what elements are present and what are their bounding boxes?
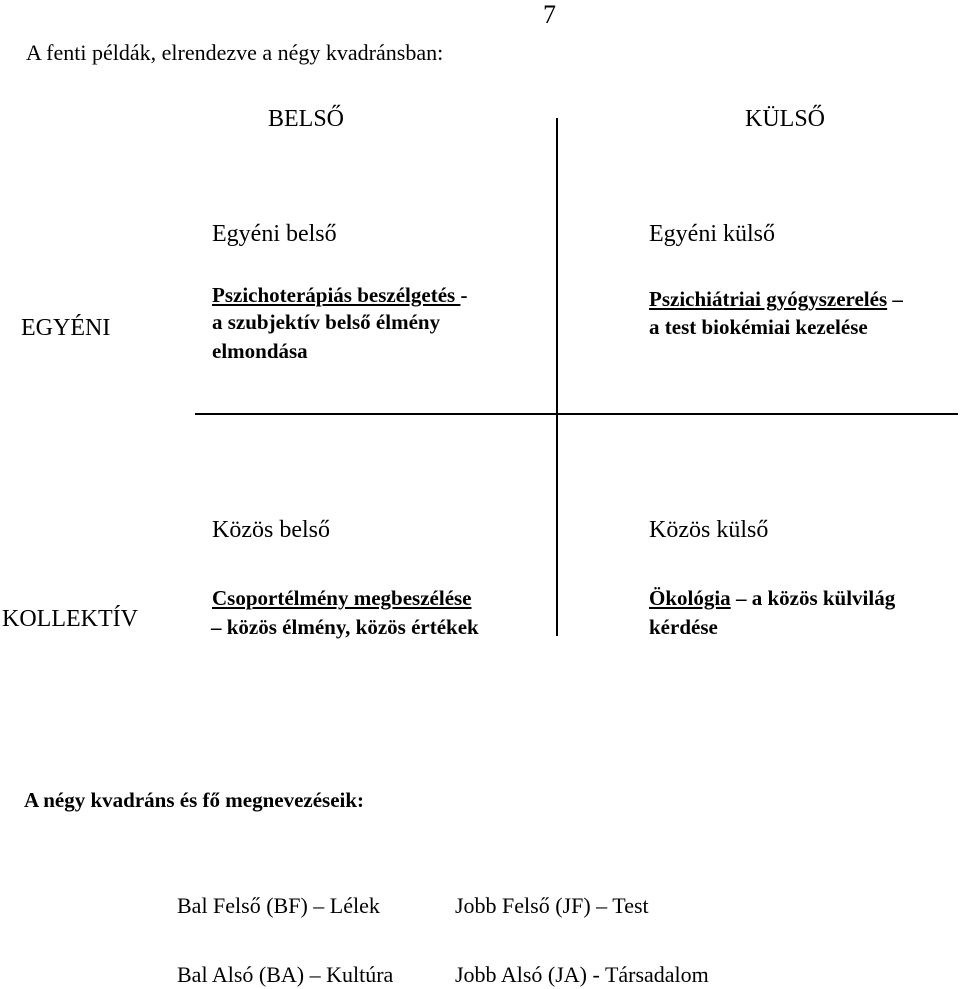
quadrant-line-2: – közös élmény, közös értékek — [211, 615, 479, 639]
axis-inner-label: BELSŐ — [268, 106, 345, 132]
quadrant-line-1 — [212, 585, 472, 612]
quadrant-line-1-tail: – a közös külvilág — [730, 586, 896, 610]
summary-heading: A négy kvadráns és fő megnevezéseik: — [24, 788, 365, 812]
summary-ba: Bal Alsó (BA) – Kultúra — [177, 962, 394, 987]
quadrant-line-1 — [649, 585, 895, 612]
vertical-divider — [556, 118, 558, 636]
quadrant-link[interactable]: Pszichiátriai gyógyszerelés — [649, 287, 888, 311]
horizontal-divider — [195, 413, 958, 415]
dash: - — [460, 283, 468, 307]
quadrant-link[interactable]: Pszichoterápiás beszélgetés — [212, 283, 461, 307]
quadrant-line-1 — [649, 286, 903, 313]
quadrant-line-1 — [212, 282, 467, 309]
quadrant-title: Közös belső — [212, 517, 330, 543]
quadrant-title: Közös külső — [649, 517, 769, 543]
intro-text: A fenti példák, elrendezve a négy kvadránsban: — [26, 40, 444, 65]
axis-individual-label: EGYÉNI — [21, 315, 111, 341]
page-number: 7 — [543, 0, 556, 29]
summary-ja: Jobb Alsó (JA) - Társadalom — [455, 962, 709, 987]
quadrant-link[interactable]: Ökológia — [649, 586, 731, 610]
quadrant-line-3: elmondása — [212, 339, 308, 363]
quadrant-title: Egyéni külső — [649, 221, 775, 247]
summary-bf: Bal Felső (BF) – Lélek — [177, 893, 380, 918]
axis-collective-label: KOLLEKTÍV — [2, 606, 138, 632]
axis-outer-label: KÜLSŐ — [745, 106, 826, 132]
summary-jf: Jobb Felső (JF) – Test — [455, 893, 649, 918]
quadrant-title: Egyéni belső — [212, 221, 337, 247]
quadrant-link[interactable]: Csoportélmény megbeszélése — [212, 586, 472, 610]
quadrant-line-2: a test biokémiai kezelése — [649, 315, 868, 339]
dash: – — [887, 287, 903, 311]
quadrant-line-2: kérdése — [649, 615, 718, 639]
quadrant-line-2: a szubjektív belső élmény — [212, 310, 441, 334]
